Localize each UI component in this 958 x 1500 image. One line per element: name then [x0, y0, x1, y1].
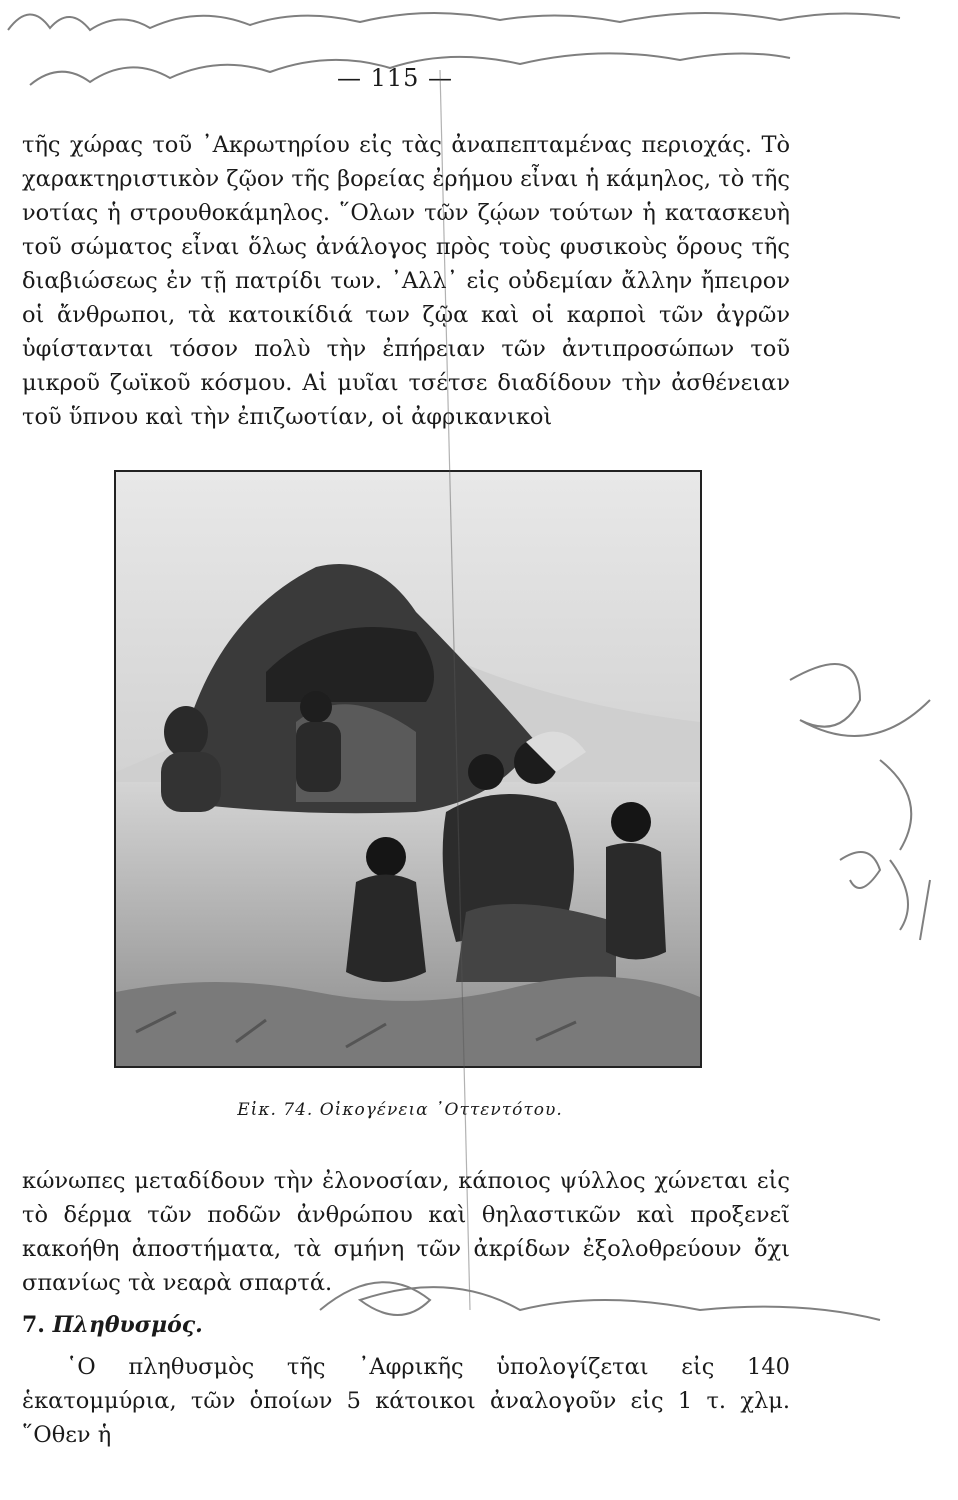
margin-digits [840, 852, 930, 940]
photo-illustration [116, 472, 700, 1066]
paragraph-bottom: κώνωπες μεταδίδουν τὴν ἐλονοσίαν, κάποιος ψύλλος χώνεται εἰς τὸ δέρμα τῶν ποδῶν ἀνθρώπου καὶ θηλαστικῶν καὶ προξενεῖ κακοήθη ἀποστήματα, τὰ σμήνη τῶν ἀκρίδων ἐξολοθρεύουν ὄχι σπανίως τὰ νεαρὰ σπαρτά. [22, 1168, 790, 1296]
body-text-bottom [22, 1164, 790, 1300]
body-text-top [22, 128, 790, 434]
margin-curl-2 [880, 760, 911, 850]
page-number: — 115 — [336, 64, 454, 92]
paragraph-top: τῆς χώρας τοῦ ᾿Ακρωτηρίου εἰς τὰς ἀναπεπταμένας περιοχάς. Τὸ χαρακτηριστικὸν ζῷον τῆς βορείας ἐρήμου εἶναι ἡ κάμηλος, τὸ τῆς νοτίας ἡ στρουθοκάμηλος. ῞Ολων τῶν ζῴων τούτων ἡ κατασκευὴ τοῦ σώματος εἶναι ὅλως ἀνάλογος πρὸς τοὺς φυσικοὺς ὅρους τῆς διαβιώσεως ἐν τῇ πατρίδι των. ᾿Αλλ᾿ εἰς οὐδεμίαν ἄλλην ἤπειρον οἱ ἄνθρωποι, τὰ κατοικίδιά των ζῷα καὶ οἱ καρποὶ τῶν ἀγρῶν ὑφίστανται τόσον πολὺ τὴν ἐπήρειαν τῶν ἀντιπροσώπων τοῦ μικροῦ ζωϊκοῦ κόσμου. Αἱ μυῖαι τσέτσε διαδίδουν τὴν ἀσθένειαν τοῦ ὕπνου καὶ τὴν ἐπιζωοτίαν, οἱ ἀφρικανικοὶ [22, 132, 790, 430]
figure-caption: Εἰκ. 74. Οἰκογένεια ᾿Οττεντότου. [237, 1100, 563, 1120]
margin-curl-1 [790, 664, 930, 736]
paragraph-population: ῾Ο πληθυσμὸς τῆς ᾿Αφρικῆς ὑπολογίζεται εἰς 140 ἑκατομμύρια, τῶν ὁποίων 5 κάτοικοι ἀναλογοῦν εἰς 1 τ. χλμ. ῞Οθεν ἡ [22, 1354, 790, 1448]
section-number: 7. [22, 1312, 45, 1338]
handwriting-top-line1 [8, 13, 900, 30]
section-heading [22, 1312, 203, 1338]
section-title: Πληθυσμός. [52, 1312, 203, 1338]
photograph-figure [114, 470, 702, 1068]
